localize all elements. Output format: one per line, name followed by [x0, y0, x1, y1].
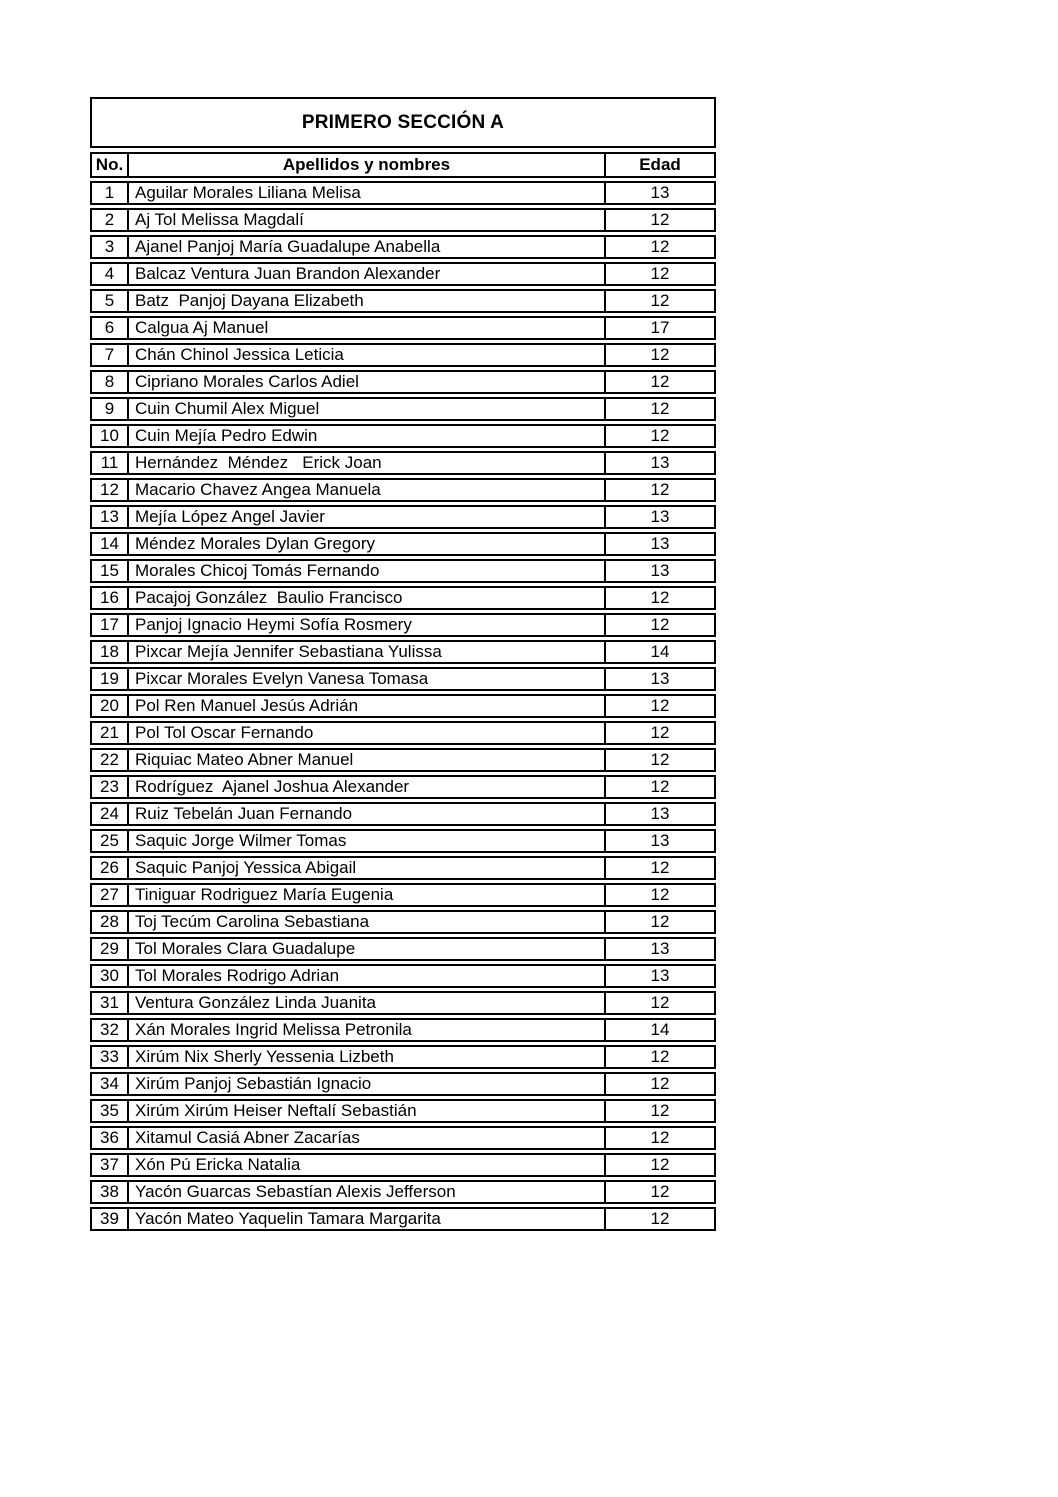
table-row [90, 829, 716, 853]
row-number: 15 [90, 559, 129, 583]
table-row [90, 586, 716, 610]
student-name: Rodríguez Ajanel Joshua Alexander [129, 775, 606, 799]
row-number: 21 [90, 721, 129, 745]
row-number: 11 [90, 451, 129, 475]
student-age: 12 [606, 262, 716, 286]
table-row [90, 910, 716, 934]
row-number: 13 [90, 505, 129, 529]
student-age: 13 [606, 181, 716, 205]
student-name: Yacón Guarcas Sebastían Alexis Jefferson [129, 1180, 606, 1204]
table-row [90, 478, 716, 502]
row-number: 7 [90, 343, 129, 367]
table-row [90, 613, 716, 637]
student-name: Saquic Panjoj Yessica Abigail [129, 856, 606, 880]
student-name: Xirúm Panjoj Sebastián Ignacio [129, 1072, 606, 1096]
row-number: 20 [90, 694, 129, 718]
row-number: 14 [90, 532, 129, 556]
table-row [90, 424, 716, 448]
row-number: 1 [90, 181, 129, 205]
student-name: Pacajoj González Baulio Francisco [129, 586, 606, 610]
student-age: 12 [606, 613, 716, 637]
student-age: 13 [606, 829, 716, 853]
column-header-names: Apellidos y nombres [129, 152, 606, 178]
table-row [90, 991, 716, 1015]
table-row [90, 748, 716, 772]
row-number: 34 [90, 1072, 129, 1096]
student-age: 12 [606, 856, 716, 880]
student-age: 12 [606, 478, 716, 502]
student-name: Cuin Chumil Alex Miguel [129, 397, 606, 421]
row-number: 30 [90, 964, 129, 988]
table-row [90, 235, 716, 259]
student-name: Macario Chavez Angea Manuela [129, 478, 606, 502]
student-age: 12 [606, 424, 716, 448]
table-row [90, 1207, 716, 1231]
row-number: 10 [90, 424, 129, 448]
row-number: 6 [90, 316, 129, 340]
row-number: 38 [90, 1180, 129, 1204]
header-row [90, 152, 716, 178]
student-age: 14 [606, 640, 716, 664]
student-name: Pol Tol Oscar Fernando [129, 721, 606, 745]
table-row [90, 667, 716, 691]
student-name: Morales Chicoj Tomás Fernando [129, 559, 606, 583]
student-name: Hernández Méndez Erick Joan [129, 451, 606, 475]
row-number: 37 [90, 1153, 129, 1177]
row-number: 26 [90, 856, 129, 880]
student-name: Xán Morales Ingrid Melissa Petronila [129, 1018, 606, 1042]
table-row [90, 1072, 716, 1096]
column-header-no: No. [90, 152, 129, 178]
row-number: 12 [90, 478, 129, 502]
table-row [90, 964, 716, 988]
student-age: 12 [606, 1153, 716, 1177]
row-number: 2 [90, 208, 129, 232]
table-row [90, 1126, 716, 1150]
student-age: 12 [606, 1180, 716, 1204]
student-age: 13 [606, 937, 716, 961]
student-name: Pixcar Mejía Jennifer Sebastiana Yulissa [129, 640, 606, 664]
student-age: 12 [606, 586, 716, 610]
student-name: Xitamul Casiá Abner Zacarías [129, 1126, 606, 1150]
table-row [90, 1018, 716, 1042]
student-age: 12 [606, 883, 716, 907]
table-title: PRIMERO SECCIÓN A [90, 97, 716, 148]
row-number: 35 [90, 1099, 129, 1123]
row-number: 33 [90, 1045, 129, 1069]
students-table [90, 149, 716, 1234]
student-name: Cipriano Morales Carlos Adiel [129, 370, 606, 394]
student-name: Ventura González Linda Juanita [129, 991, 606, 1015]
table-row [90, 775, 716, 799]
table-row [90, 1099, 716, 1123]
student-name: Balcaz Ventura Juan Brandon Alexander [129, 262, 606, 286]
table-row [90, 262, 716, 286]
student-age: 12 [606, 1045, 716, 1069]
row-number: 9 [90, 397, 129, 421]
row-number: 4 [90, 262, 129, 286]
table-row [90, 721, 716, 745]
student-name: Xirúm Nix Sherly Yessenia Lizbeth [129, 1045, 606, 1069]
row-number: 5 [90, 289, 129, 313]
row-number: 28 [90, 910, 129, 934]
student-age: 12 [606, 289, 716, 313]
row-number: 27 [90, 883, 129, 907]
table-row [90, 559, 716, 583]
student-age: 12 [606, 748, 716, 772]
student-name: Calgua Aj Manuel [129, 316, 606, 340]
student-name: Mejía López Angel Javier [129, 505, 606, 529]
table-row [90, 640, 716, 664]
table-row [90, 343, 716, 367]
table-row [90, 181, 716, 205]
student-name: Batz Panjoj Dayana Elizabeth [129, 289, 606, 313]
student-age: 12 [606, 370, 716, 394]
student-age: 12 [606, 991, 716, 1015]
row-number: 17 [90, 613, 129, 637]
table-row [90, 1180, 716, 1204]
student-age: 12 [606, 343, 716, 367]
student-age: 13 [606, 451, 716, 475]
student-name: Pixcar Morales Evelyn Vanesa Tomasa [129, 667, 606, 691]
student-name: Tiniguar Rodriguez María Eugenia [129, 883, 606, 907]
student-age: 12 [606, 775, 716, 799]
student-name: Méndez Morales Dylan Gregory [129, 532, 606, 556]
table-row [90, 937, 716, 961]
row-number: 19 [90, 667, 129, 691]
student-name: Toj Tecúm Carolina Sebastiana [129, 910, 606, 934]
student-name: Ruiz Tebelán Juan Fernando [129, 802, 606, 826]
student-age: 12 [606, 694, 716, 718]
table-row [90, 451, 716, 475]
student-name: Tol Morales Rodrigo Adrian [129, 964, 606, 988]
student-age: 13 [606, 505, 716, 529]
student-name: Pol Ren Manuel Jesús Adrián [129, 694, 606, 718]
table-row [90, 856, 716, 880]
table-row [90, 1153, 716, 1177]
student-age: 12 [606, 910, 716, 934]
table-row [90, 802, 716, 826]
student-name: Yacón Mateo Yaquelin Tamara Margarita [129, 1207, 606, 1231]
row-number: 23 [90, 775, 129, 799]
table-row [90, 397, 716, 421]
student-name: Riquiac Mateo Abner Manuel [129, 748, 606, 772]
student-age: 12 [606, 1072, 716, 1096]
table-row [90, 505, 716, 529]
row-number: 39 [90, 1207, 129, 1231]
table-row [90, 289, 716, 313]
student-age: 13 [606, 532, 716, 556]
roster-sheet [90, 97, 716, 1234]
student-name: Aguilar Morales Liliana Melisa [129, 181, 606, 205]
student-name: Chán Chinol Jessica Leticia [129, 343, 606, 367]
student-age: 12 [606, 1126, 716, 1150]
row-number: 25 [90, 829, 129, 853]
table-row [90, 694, 716, 718]
student-age: 13 [606, 802, 716, 826]
student-name: Cuin Mejía Pedro Edwin [129, 424, 606, 448]
row-number: 31 [90, 991, 129, 1015]
student-age: 12 [606, 1207, 716, 1231]
student-age: 17 [606, 316, 716, 340]
student-name: Xón Pú Ericka Natalia [129, 1153, 606, 1177]
student-age: 12 [606, 235, 716, 259]
row-number: 3 [90, 235, 129, 259]
table-row [90, 316, 716, 340]
student-age: 13 [606, 964, 716, 988]
row-number: 29 [90, 937, 129, 961]
student-age: 13 [606, 667, 716, 691]
row-number: 36 [90, 1126, 129, 1150]
row-number: 18 [90, 640, 129, 664]
row-number: 16 [90, 586, 129, 610]
row-number: 32 [90, 1018, 129, 1042]
table-row [90, 532, 716, 556]
student-age: 14 [606, 1018, 716, 1042]
student-age: 13 [606, 559, 716, 583]
row-number: 24 [90, 802, 129, 826]
row-number: 22 [90, 748, 129, 772]
table-row [90, 883, 716, 907]
student-name: Ajanel Panjoj María Guadalupe Anabella [129, 235, 606, 259]
table-row [90, 370, 716, 394]
student-name: Tol Morales Clara Guadalupe [129, 937, 606, 961]
student-age: 12 [606, 1099, 716, 1123]
student-age: 12 [606, 208, 716, 232]
student-name: Saquic Jorge Wilmer Tomas [129, 829, 606, 853]
table-row [90, 208, 716, 232]
row-number: 8 [90, 370, 129, 394]
student-name: Xirúm Xirúm Heiser Neftalí Sebastián [129, 1099, 606, 1123]
student-age: 12 [606, 721, 716, 745]
student-age: 12 [606, 397, 716, 421]
student-name: Aj Tol Melissa Magdalí [129, 208, 606, 232]
table-row [90, 1045, 716, 1069]
student-name: Panjoj Ignacio Heymi Sofía Rosmery [129, 613, 606, 637]
column-header-age: Edad [606, 152, 716, 178]
